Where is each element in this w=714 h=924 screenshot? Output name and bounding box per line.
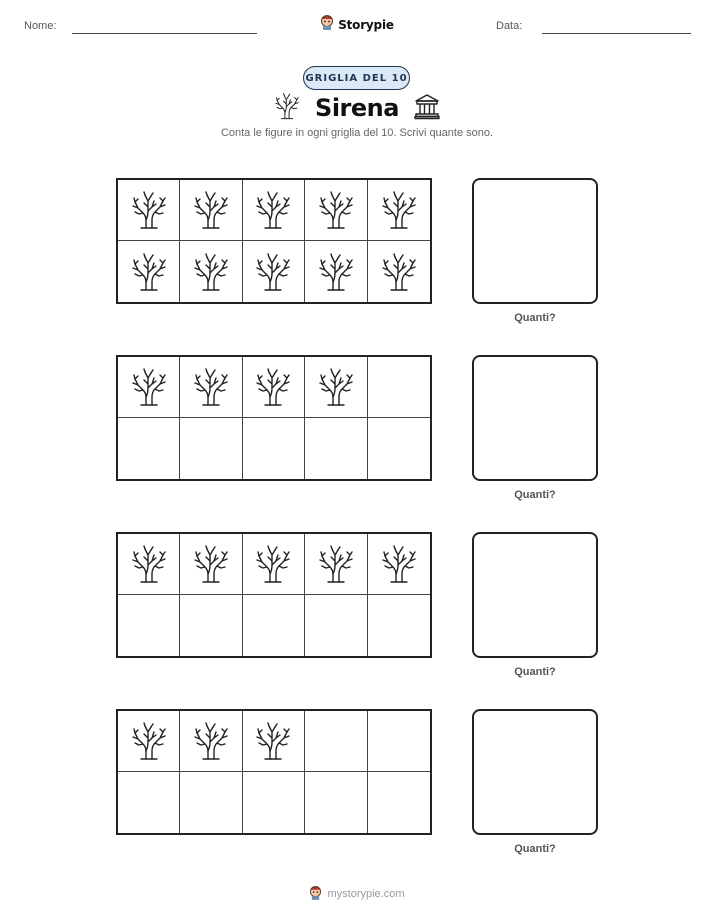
storypie-mascot-icon	[309, 885, 322, 903]
storypie-mascot-icon	[320, 14, 334, 35]
coral-icon	[379, 252, 419, 292]
ten-frame-cell	[368, 180, 430, 241]
answer-label-2: Quanti?	[514, 489, 556, 501]
coral-icon	[191, 367, 231, 407]
coral-icon	[273, 92, 301, 125]
coral-icon	[129, 721, 169, 761]
coral-icon	[129, 544, 169, 584]
ten-frame-cell	[118, 711, 180, 772]
ten-frame-cell	[243, 418, 305, 479]
answer-box-2[interactable]	[472, 355, 598, 481]
answer-label-4: Quanti?	[514, 843, 556, 855]
ten-frame-cell	[118, 180, 180, 241]
ten-frame-cell	[305, 357, 367, 418]
ten-frame-cell	[368, 418, 430, 479]
ten-frame-cell	[368, 534, 430, 595]
ten-frame-cell	[118, 534, 180, 595]
ten-frame-2	[116, 355, 432, 481]
instructions: Conta le figure in ogni griglia del 10. Scrivi quante sono.	[220, 127, 494, 139]
coral-icon	[379, 190, 419, 230]
ten-frame-cell	[243, 595, 305, 656]
ten-frame-cell	[243, 357, 305, 418]
ten-frame-cell	[118, 595, 180, 656]
name-label: Nome:	[24, 20, 57, 32]
coral-icon	[316, 252, 356, 292]
coral-icon	[191, 252, 231, 292]
ten-frame-cell	[180, 595, 242, 656]
brand-name: Storypie	[338, 17, 394, 32]
ten-frame-3	[116, 532, 432, 658]
worksheet-type-badge: GRIGLIA DEL 10	[303, 66, 410, 90]
ten-frame-cell	[305, 711, 367, 772]
answer-box-4[interactable]	[472, 709, 598, 835]
ten-frame-cell	[180, 357, 242, 418]
ten-frame-1	[116, 178, 432, 304]
ten-frame-cell	[305, 241, 367, 302]
ten-frame-cell	[305, 418, 367, 479]
coral-icon	[129, 252, 169, 292]
ten-frame-cell	[243, 241, 305, 302]
ten-frame-cell	[368, 711, 430, 772]
ten-frame-cell	[305, 180, 367, 241]
ten-frame-cell	[243, 180, 305, 241]
answer-box-1[interactable]	[472, 178, 598, 304]
ten-frame-cell	[180, 418, 242, 479]
answer-box-3[interactable]	[472, 532, 598, 658]
answer-label-1: Quanti?	[514, 312, 556, 324]
ten-frame-cell	[243, 534, 305, 595]
ten-frame-cell	[118, 357, 180, 418]
ten-frame-cell	[180, 241, 242, 302]
date-line[interactable]	[542, 33, 691, 34]
footer	[0, 885, 714, 903]
coral-icon	[379, 544, 419, 584]
ten-frame-cell	[118, 241, 180, 302]
date-label: Data:	[496, 20, 523, 32]
answer-label-3: Quanti?	[514, 666, 556, 678]
ten-frame-cell	[180, 180, 242, 241]
ten-frame-cell	[243, 711, 305, 772]
ten-frame-cell	[243, 772, 305, 833]
temple-icon	[413, 92, 441, 125]
coral-icon	[129, 190, 169, 230]
page-title: Sirena	[315, 94, 399, 122]
coral-icon	[191, 544, 231, 584]
ten-frame-cell	[305, 595, 367, 656]
coral-icon	[253, 190, 293, 230]
brand-logo	[0, 14, 714, 35]
coral-icon	[253, 544, 293, 584]
coral-icon	[316, 367, 356, 407]
coral-icon	[253, 721, 293, 761]
coral-icon	[129, 367, 169, 407]
ten-frame-cell	[180, 711, 242, 772]
title-row	[0, 92, 714, 124]
coral-icon	[253, 252, 293, 292]
footer-url: mystorypie.com	[327, 888, 405, 900]
coral-icon	[191, 190, 231, 230]
coral-icon	[191, 721, 231, 761]
ten-frame-cell	[368, 357, 430, 418]
ten-frame-cell	[368, 595, 430, 656]
ten-frame-cell	[368, 241, 430, 302]
ten-frame-cell	[305, 534, 367, 595]
coral-icon	[253, 367, 293, 407]
coral-icon	[316, 544, 356, 584]
coral-icon	[316, 190, 356, 230]
ten-frame-cell	[305, 772, 367, 833]
ten-frame-cell	[118, 772, 180, 833]
ten-frame-cell	[180, 772, 242, 833]
ten-frame-cell	[368, 772, 430, 833]
ten-frame-cell	[118, 418, 180, 479]
ten-frame-cell	[180, 534, 242, 595]
ten-frame-4	[116, 709, 432, 835]
